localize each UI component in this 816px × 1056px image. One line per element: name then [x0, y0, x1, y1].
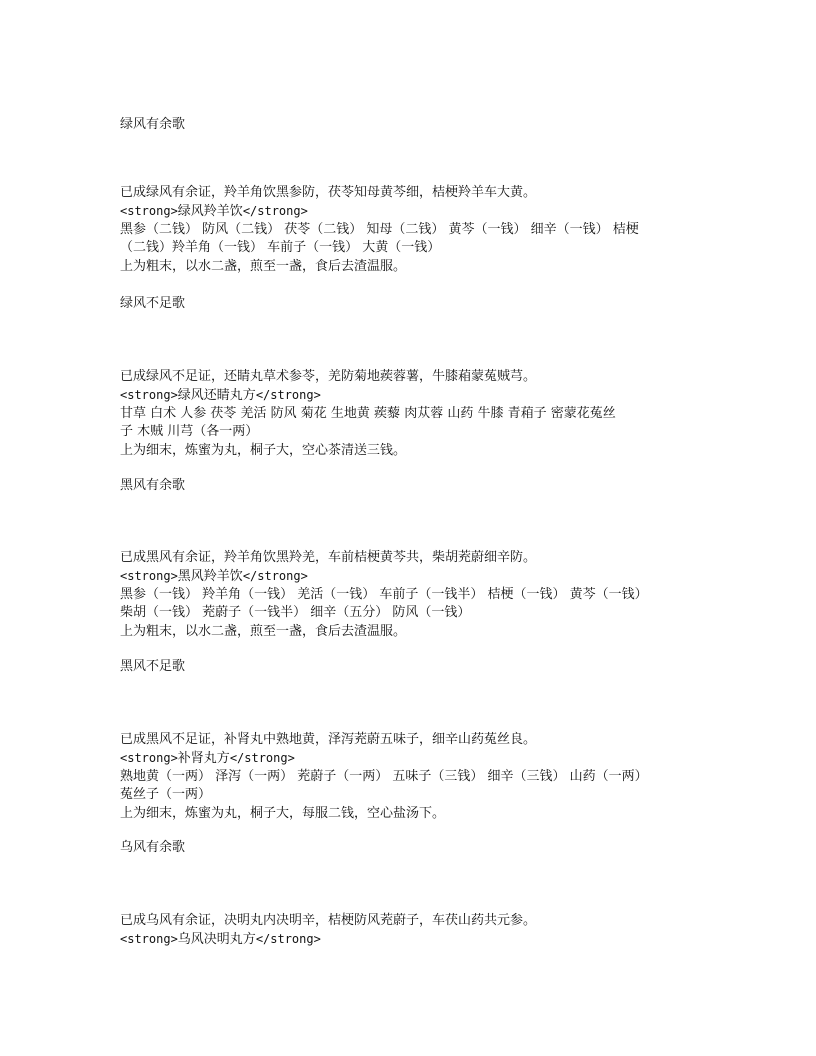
section-body	[120, 184, 710, 276]
section-heading: 乌风有余歌	[120, 840, 186, 855]
ingredients-line: 熟地黄（一两） 泽泻（一两） 茺蔚子（一两） 五味子（三钱） 细辛（三钱） 山药（一两）	[120, 768, 648, 784]
section-body	[120, 731, 710, 823]
ingredients-line: 黑参（二钱） 防风（二钱） 茯苓（二钱） 知母（二钱） 黄芩（一钱） 细辛（一钱） 桔梗	[120, 221, 639, 237]
section-heading: 绿风有余歌	[120, 117, 186, 132]
verse: 已成绿风不足证，还睛丸草术参苓，羌防菊地蒺蓉薯，牛膝葙蒙菟贼芎。	[120, 369, 537, 384]
ingredients-line: （二钱）羚羊角（一钱） 车前子（一钱） 大黄（一钱）	[120, 240, 441, 256]
ingredients-line: 甘草 白术 人参 茯苓 羌活 防风 菊花 生地黄 蒺藜 肉苁蓉 山药 牛膝 青葙子 密蒙花菟丝	[120, 405, 616, 421]
verse: 已成黑风不足证，补肾丸中熟地黄，泽泻茺蔚五味子，细辛山药菟丝良。	[120, 732, 537, 747]
ingredients-line: 柴胡（一钱） 茺蔚子（一钱半） 细辛（五分） 防风（一钱）	[120, 605, 471, 621]
method: 上为粗末，以水二盏，煎至一盏，食后去渣温服。	[120, 623, 407, 639]
verse: 已成乌风有余证，决明丸内决明辛，桔梗防风茺蔚子，车茯山药共元参。	[120, 913, 537, 928]
verse: 已成绿风有余证，羚羊角饮黑参防，茯苓知母黄芩细，桔梗羚羊车大黄。	[120, 185, 537, 200]
section-heading: 黑风不足歌	[120, 659, 186, 674]
formula-title: <strong>绿风还睛丸方</strong>	[120, 388, 321, 404]
formula-title: <strong>黑风羚羊饮</strong>	[120, 569, 308, 585]
section-body	[120, 368, 710, 460]
formula-title: <strong>绿风羚羊饮</strong>	[120, 204, 308, 220]
ingredients-line: 子 木贼 川芎（各一两）	[120, 424, 259, 440]
method: 上为细末，炼蜜为丸，桐子大，空心茶清送三钱。	[120, 442, 407, 458]
section-heading: 绿风不足歌	[120, 296, 186, 311]
ingredients-line: 黑参（一钱） 羚羊角（一钱） 羌活（一钱） 车前子（一钱半） 桔梗（一钱） 黄芩（一钱）	[120, 586, 648, 602]
section-body	[120, 549, 710, 641]
formula-title: <strong>补肾丸方</strong>	[120, 751, 295, 767]
method: 上为粗末，以水二盏，煎至一盏，食后去渣温服。	[120, 258, 407, 274]
section-heading: 黑风有余歌	[120, 478, 186, 493]
formula-title: <strong>乌风决明丸方</strong>	[120, 932, 321, 948]
verse: 已成黑风有余证，羚羊角饮黑羚羌，车前桔梗黄芩共，柴胡茺蔚细辛防。	[120, 550, 537, 565]
ingredients-line: 菟丝子（一两）	[120, 787, 212, 803]
method: 上为细末，炼蜜为丸，桐子大，每服二钱，空心盐汤下。	[120, 805, 446, 821]
section-body	[120, 912, 710, 949]
